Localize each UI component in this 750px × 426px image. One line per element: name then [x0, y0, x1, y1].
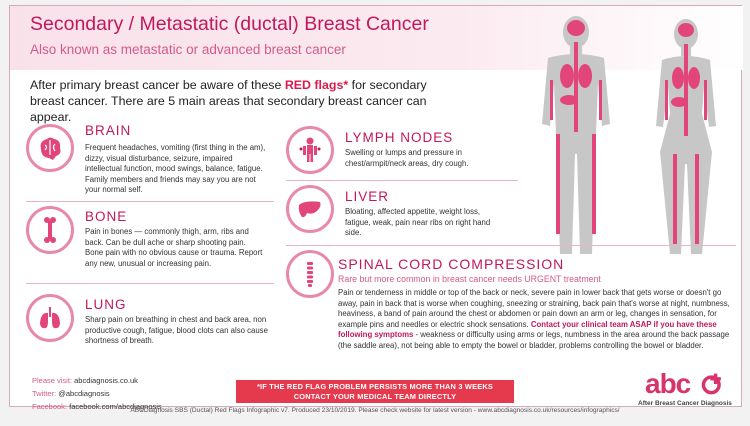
spinal-cord-text-2: - weakness or difficulty using arms or legs, numbness in the area around the back passage (the saddle area), not being able to empty the bowel or bladder, problems controlling the bowel or bladder. [338, 330, 730, 350]
red-flags-highlight: RED flags* [284, 78, 349, 92]
footer-note: ABCDiagnosis SBS (Ductal) Red Flags Infographic v7. Produced 23/10/2019. Please check website for latest version - www.abcdiagnosis.co.uk/resources/infographics/ [130, 407, 620, 414]
bone-icon [35, 215, 65, 245]
divider [26, 201, 274, 202]
liver-description: Bloating, affected appetite, weight loss, fatigue, weak, pain near ribs on right hand side. [345, 207, 491, 238]
page-title: Secondary / Metastatic (ductal) Breast Cancer [30, 13, 429, 35]
page-subtitle: Also known as metastatic or advanced breast cancer [30, 42, 346, 57]
divider [286, 180, 518, 181]
abcd-logo [632, 368, 742, 408]
liver-icon [295, 194, 325, 224]
twitter-line [32, 387, 162, 400]
spinal-cord-text-1: Pain or tenderness in middle or top of the back or neck, severe pain in lower back that gets worse or doesn't go away, pain in back that is worse when coughing, sneezing or straining, back pain that's worse at night, numbness, heaviness, a band of pain around the chest or abdomen or pain down an arm or leg, changes in sensation, for example pins and needles or electric shock sensations. [338, 288, 730, 329]
facebook-label: Facebook: [32, 402, 68, 411]
banner-line-2: CONTACT YOUR MEDICAL TEAM DIRECTLY [293, 392, 457, 401]
brain-icon-circle [26, 124, 74, 172]
lymph-nodes-heading: LYMPH NODES [345, 130, 454, 145]
body-silhouettes-illustration [526, 14, 741, 260]
facebook-link[interactable]: facebook.com/abcdiagnosis [69, 402, 162, 411]
lymph-nodes-description: Swelling or lumps and pressure in chest/armpit/neck areas, dry cough. [345, 148, 469, 168]
bone-heading: BONE [85, 209, 128, 224]
lungs-icon-circle [26, 294, 74, 342]
spine-icon-circle [286, 250, 334, 298]
brain-heading: BRAIN [85, 123, 132, 138]
divider [26, 283, 274, 284]
twitter-link[interactable]: @abcdiagnosis [58, 389, 110, 398]
spinal-cord-heading: SPINAL CORD COMPRESSION [338, 256, 565, 272]
intro-text [30, 77, 450, 125]
lymph-nodes-icon-circle [286, 126, 334, 174]
website-label: Please visit: [32, 376, 73, 385]
intro-prefix: After primary breast cancer be aware of these [30, 78, 285, 92]
twitter-label: Twitter: [32, 389, 57, 398]
website-line [32, 374, 162, 387]
lymph-nodes-icon [295, 135, 325, 165]
banner-line-1: *IF THE RED FLAG PROBLEM PERSISTS MORE THAN 3 WEEKS [256, 382, 494, 391]
red-flag-warning-banner [236, 380, 514, 403]
lung-heading: LUNG [85, 297, 127, 312]
lung-description: Sharp pain on breathing in chest and back area, non productive cough, fatigue, blood clots can also cause shortness of breath. [85, 315, 268, 346]
logo-ribbon-icon [700, 370, 726, 398]
bone-icon-circle [26, 206, 74, 254]
liver-icon-circle [286, 185, 334, 233]
spine-icon [295, 259, 325, 289]
intro-suffix: for secondary breast cancer. There are 5 main areas that secondary breast cancer can appear. [30, 78, 427, 124]
brain-icon [35, 133, 65, 163]
divider [286, 245, 736, 246]
spinal-cord-description [338, 288, 736, 352]
spinal-cord-urgent-note: Rare but more common in breast cancer needs URGENT treatment [338, 274, 601, 284]
logo-wordmark: abc [645, 368, 691, 399]
bone-description: Pain in bones — commonly thigh, arm, ribs and back. Can be dull ache or sharp shooting pain. Bone pain with no obvious cause or trauma. Report any new, unusual or increasing pain. [85, 227, 263, 268]
logo-tagline: After Breast Cancer Diagnosis [638, 400, 732, 407]
liver-heading: LIVER [345, 189, 390, 204]
website-link[interactable]: abcdiagnosis.co.uk [74, 376, 138, 385]
spinal-cord-contact-highlight: Contact your clinical team ASAP if you have these following symptoms [338, 319, 717, 340]
brain-description: Frequent headaches, vomiting (first thing in the am), dizzy, visual disturbance, seizure, impaired intellectual function, mood swings, balance, fatigue. Family members and friends may say you are not your normal self. [85, 143, 266, 195]
lungs-icon [35, 303, 65, 333]
